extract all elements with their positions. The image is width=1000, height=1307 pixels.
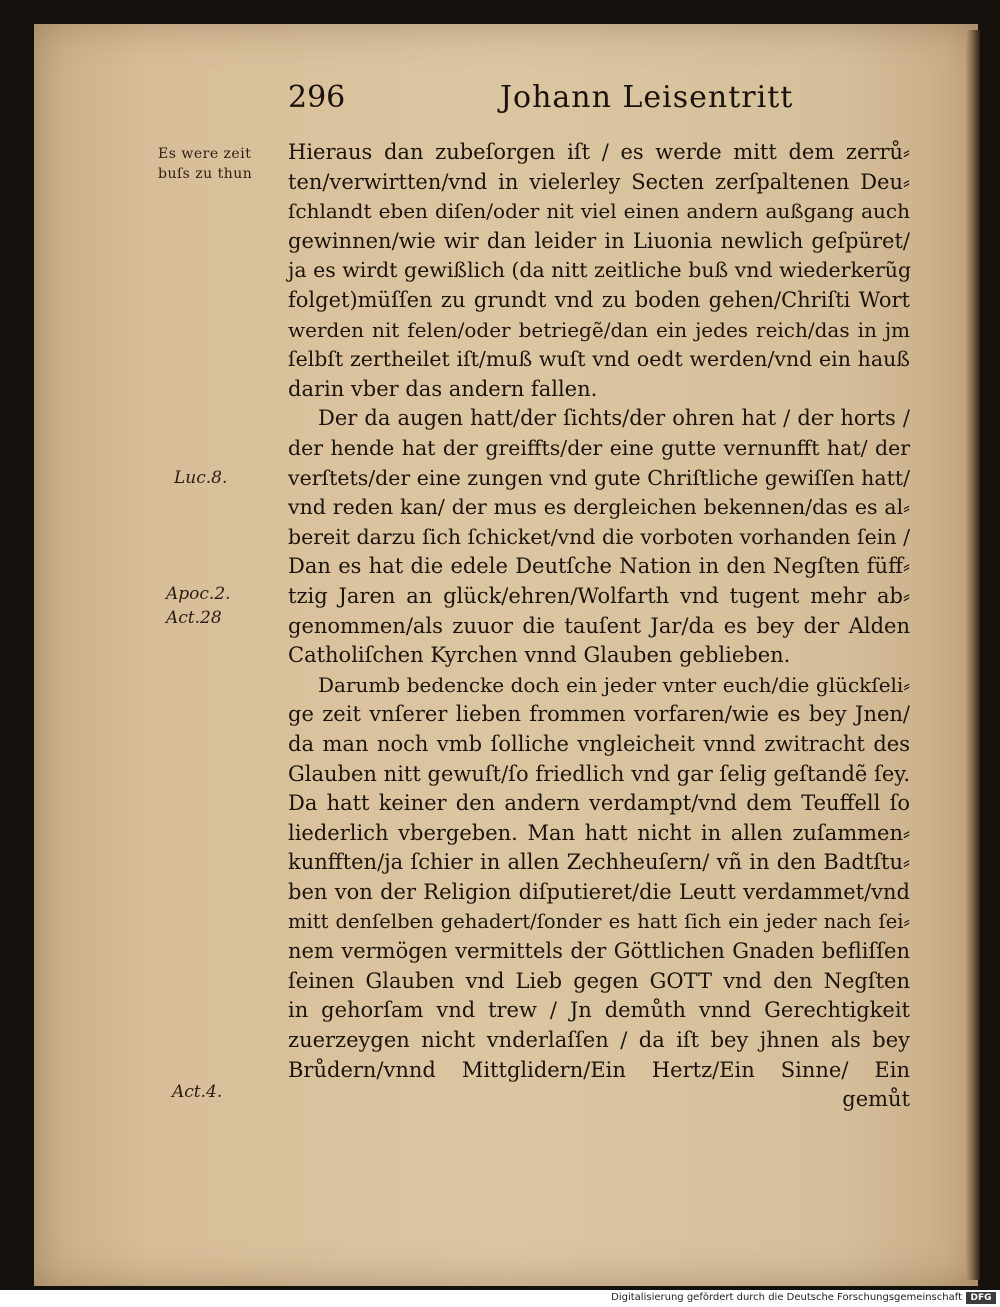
text-line: bereit darzu ſich ſchicket/vnd die vorboten vorhanden ſein / <box>288 524 910 549</box>
margin-note: Apoc.2. <box>166 584 231 604</box>
text-line: gewinnen/wie wir dan leider in Liuonia newlich geſpüret/ <box>288 228 910 253</box>
dfg-logo-icon: DFG <box>966 1292 996 1304</box>
text-line: Da hatt keiner den andern verdampt/vnd dem Teuffell ſo <box>288 791 910 816</box>
text-line: kunfften/ja ſchier in allen Zechheuſern/ vñ in den Badtſtu⸗ <box>288 850 910 875</box>
text-line: genommen/als zuuor die tauſent Jar/da es bey der Alden <box>288 613 910 638</box>
text-line: Darumb bedencke doch ein jeder vnter euch/die glückſeli⸗ <box>318 672 910 697</box>
text-line: Brůdern/vnnd Mittglidern/Ein Hertz/Ein Sinne/ Ein <box>288 1057 910 1082</box>
text-line: gemůt <box>842 1087 910 1112</box>
text-line: ſeinen Glauben vnd Lieb gegen GOTT vnd den Negſten <box>288 968 910 993</box>
text-line: liederlich vbergeben. Man hatt nicht in allen zuſammen⸗ <box>288 820 910 845</box>
margin-note: Es were zeit <box>158 146 252 162</box>
margin-note: Act.28 <box>166 608 222 628</box>
text-line: mitt denſelben gehadert/ſonder es hatt ſich ein jeder nach ſei⸗ <box>288 909 910 933</box>
margin-note: Act.4. <box>172 1082 223 1102</box>
text-line: da man noch vmb ſolliche vngleicheit vnnd zwitracht des <box>288 732 910 756</box>
text-line: vnd reden kan/ der mus es dergleichen bekennen/das es al⸗ <box>288 495 910 520</box>
text-line: darin vber das andern fallen. <box>288 376 598 401</box>
text-line: der hende hat der greiffts/der eine gutte vernunfft hat/ der <box>288 436 910 460</box>
text-line: ge zeit vnſerer lieben frommen vorfaren/wie es bey Jnen/ <box>288 702 910 727</box>
text-line: Hieraus dan zubeſorgen iſt / es werde mitt dem zerrů⸗ <box>288 140 910 164</box>
text-line: Glauben nitt gewuſt/ſo friedlich vnd gar ſelig geſtandẽ ſey. <box>288 761 910 786</box>
text-line: in gehorſam vnd trew / Jn demůth vnnd Gerechtigkeit <box>288 998 910 1023</box>
book-page <box>34 24 978 1286</box>
page-header <box>250 72 810 118</box>
text-line: nem vermögen vermittels der Göttlichen Gnaden befliſſen <box>288 939 910 964</box>
text-line: tzig Jaren an glück/ehren/Wolfarth vnd tugent mehr ab⸗ <box>288 584 910 608</box>
text-line: Der da augen hatt/der ſichts/der ohren hat / der horts / <box>318 406 910 431</box>
text-line: verſtets/der eine zungen vnd gute Chriſtliche gewiſſen hatt/ <box>288 465 910 490</box>
page-number: 296 <box>288 80 346 115</box>
margin-note: Luc.8. <box>174 468 228 488</box>
text-line: ten/verwirtten/vnd in vielerley Secten zerſpaltenen Deu⸗ <box>288 169 910 194</box>
text-line: zuerzeygen nicht vnderlaſſen / da iſt bey jhnen als bey <box>288 1028 910 1052</box>
text-line: ben von der Religion diſputieret/die Leutt verdammet/vnd <box>288 880 910 904</box>
text-line: folget)müſſen zu grundt vnd zu boden gehen/Chriſti Wort <box>288 288 910 312</box>
text-line: Catholiſchen Kyrchen vnnd Glauben geblieben. <box>288 643 791 668</box>
page-edge <box>966 30 980 1280</box>
running-head: Johann Leisentritt <box>500 80 794 115</box>
text-line: werden nit felen/oder betriegẽ/dan ein jedes reich/das in jm <box>288 317 910 342</box>
text-line: ja es wirdt gewißlich (da nitt zeitliche buß vnd wiederkerũg <box>288 258 912 283</box>
text-line: ſelbſt zertheilet iſt/muß wuſt vnd oedt werden/vnd ein hauß <box>288 347 910 372</box>
footer-credit: Digitalisierung gefördert durch die Deutsche Forschungsgemeinschaft <box>611 1292 962 1303</box>
text-line: Dan es hat die edele Deutſche Nation in den Negſten füff⸗ <box>288 554 910 579</box>
margin-note: buſs zu thun <box>158 166 253 182</box>
text-line: ſchlandt eben diſen/oder nit viel einen andern außgang auch <box>288 199 910 224</box>
footer-bar <box>0 1290 1000 1307</box>
